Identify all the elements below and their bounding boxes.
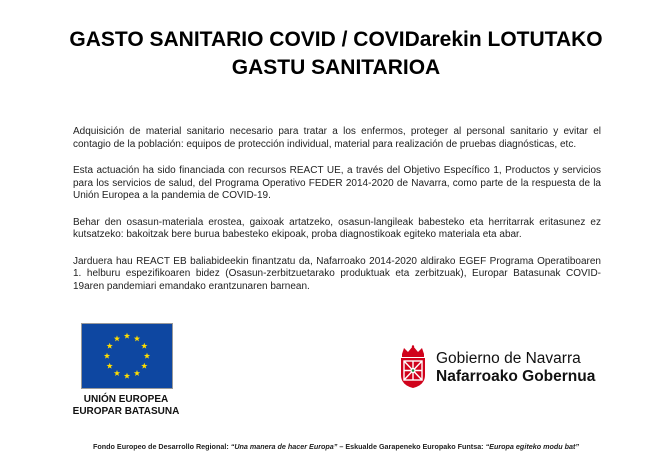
eu-star-icon	[107, 343, 113, 349]
eu-star-icon	[134, 335, 140, 341]
eu-star-icon	[114, 370, 120, 376]
navarra-logo-text	[436, 350, 595, 386]
footer-prefix: Fondo Europeo de Desarrollo Regional:	[92, 442, 231, 451]
eu-star-icon	[107, 363, 113, 369]
eu-label-eu: EUROPAR BATASUNA	[72, 406, 180, 417]
navarra-label-eu: Nafarroako Gobernua	[436, 368, 596, 385]
eu-star-icon	[114, 335, 120, 341]
eu-star-icon	[134, 370, 140, 376]
navarra-coat-of-arms-icon	[398, 345, 428, 389]
paragraph-es-1: Adquisición de material sanitario necesario para tratar a los enfermos, proteger al personal sanitario y evitar el contagio de la población: equipos de protección individual, material para realización de pruebas diagnósticas, etc.	[73, 126, 601, 150]
footer-note	[0, 442, 672, 451]
footer-middle: – Eskualde Garapeneko Europako Funtsa:	[337, 442, 486, 451]
eu-star-icon	[104, 353, 110, 359]
paragraph-es-2: Esta actuación ha sido financiada con recursos REACT UE, a través del Objetivo Específico 1, Productos y servicios para los servicios de salud, del Programa Operativo FEDER 2014-2020 de Navarra, como parte de la respuesta de la Unión Europea a la pandemia de COVID-19.	[73, 165, 601, 201]
eu-label-es: UNIÓN EUROPEA	[83, 394, 169, 405]
paragraph-eu-2: Jarduera hau REACT EB baliabideekin finantzatu da, Nafarroako 2014-2020 aldirako EGEF Programa Operatiboaren 1. helburu espezifikoaren bidez (Osasun-zerbitzuetarako produktuak eta zerbitzuak), Europar Batasunak COVID-19aren pandemiari emandako erantzunaren barnean.	[73, 255, 601, 292]
footer-motto-eu: “Europa egiteko modu bat”	[485, 442, 580, 451]
eu-logo-label	[66, 394, 186, 418]
eu-star-icon	[124, 373, 130, 379]
eu-star-icon	[144, 353, 150, 359]
eu-stars	[82, 324, 172, 388]
navarra-label-es: Gobierno de Navarra	[436, 350, 581, 367]
title-line-1: GASTO SANITARIO COVID / COVIDarekin LOTUTAKO	[69, 28, 603, 51]
page-title	[0, 26, 672, 82]
eu-star-icon	[141, 363, 147, 369]
paragraph-eu-1: Behar den osasun-materiala erostea, gaixoak artatzeko, osasun-langileak babesteko eta herritarrak eritasunez ez kutsatzeko: bakoitzak bere burua babesteko ekipoak, proba diagnostikoak egiteko materiala eta abar.	[73, 216, 601, 240]
eu-star-icon	[124, 333, 130, 339]
title-line-2: GASTU SANITARIOA	[231, 56, 441, 79]
body-text	[73, 126, 601, 307]
eu-flag-icon	[81, 323, 173, 389]
eu-star-icon	[141, 343, 147, 349]
footer-motto-es: “Una manera de hacer Europa”	[230, 442, 338, 451]
navarra-logo	[398, 345, 608, 391]
